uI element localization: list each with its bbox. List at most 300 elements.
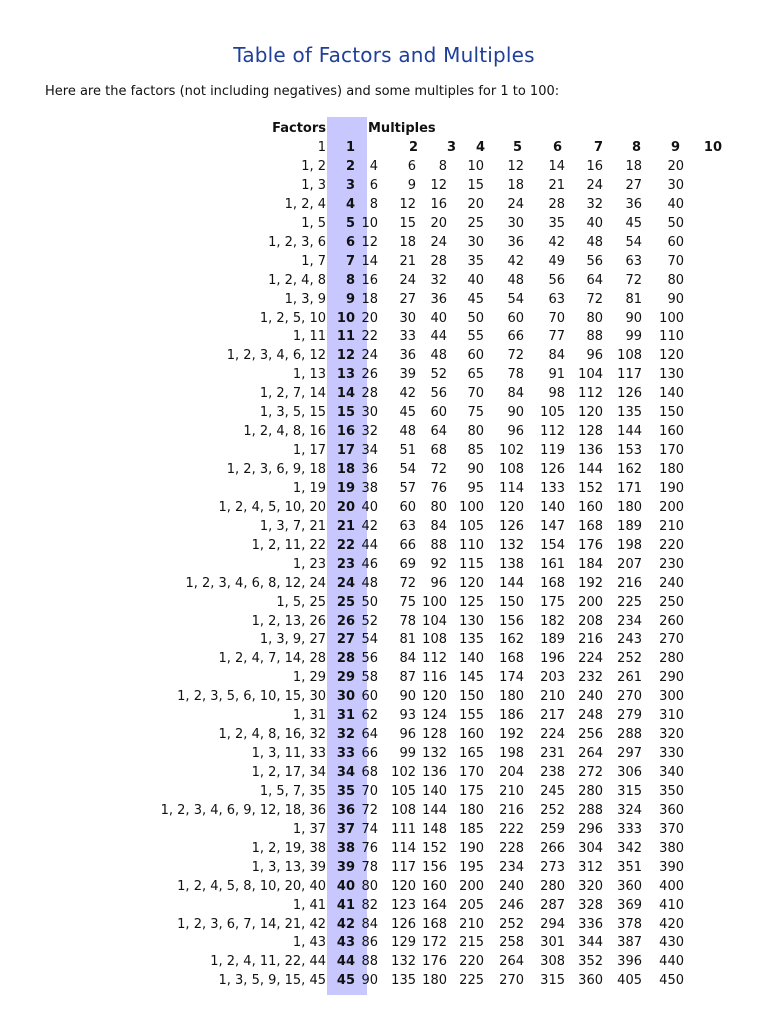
multiple-cell: 170 [459, 765, 484, 780]
number-cell: 28 [336, 651, 355, 667]
multiple-cell: 15 [467, 177, 484, 193]
multiple-cell: 217 [540, 708, 565, 724]
number-cell: 13 [336, 367, 355, 383]
multiple-cell: 360 [578, 973, 603, 989]
multiple-cell: 54 [361, 632, 378, 648]
multiple-cell: 48 [430, 348, 447, 364]
multiple-cell: 110 [659, 329, 684, 345]
multiple-cell: 306 [617, 765, 642, 780]
multiple-cell: 198 [499, 746, 524, 762]
table-row [0, 424, 768, 443]
multiple-cell: 40 [467, 272, 484, 288]
multiple-cell: 140 [659, 386, 684, 402]
multiple-cell: 400 [659, 878, 684, 894]
factors-header: Factors [272, 121, 326, 136]
multiple-cell: 186 [499, 708, 524, 724]
factors-cell: 1, 5, 25 [276, 594, 326, 610]
factors-cell: 1, 2, 4 [284, 196, 326, 212]
multiple-cell: 225 [617, 594, 642, 610]
multiple-cell: 65 [467, 367, 484, 383]
table-row [0, 557, 768, 576]
multiple-cell: 56 [586, 253, 603, 269]
number-cell: 9 [345, 291, 355, 307]
multiple-cell: 216 [499, 802, 524, 818]
multiple-cell: 84 [361, 916, 378, 932]
multiple-cell: 70 [361, 783, 378, 799]
multiple-cell: 10 [467, 159, 484, 174]
factors-cell: 1, 2, 4, 7, 14, 28 [218, 651, 326, 667]
multiple-cell: 30 [467, 234, 484, 250]
multiple-cell: 45 [399, 405, 416, 421]
factors-cell: 1, 19 [292, 480, 326, 496]
multiple-cell: 72 [361, 802, 378, 818]
multiple-cell: 60 [467, 348, 484, 364]
intro-text: Here are the factors (not including negatives) and some multiples for 1 to 100: [45, 84, 560, 99]
multiple-cell: 54 [507, 291, 524, 307]
multiple-cell: 91 [548, 367, 565, 383]
multiple-cell: 370 [659, 821, 684, 837]
multiple-cell: 100 [459, 499, 484, 515]
table-row [0, 822, 768, 841]
multiple-cell: 147 [540, 518, 565, 534]
multiple-cell: 155 [459, 708, 484, 724]
multiple-cell: 138 [499, 556, 524, 572]
multiple-cell: 140 [459, 651, 484, 667]
number-cell: 43 [336, 935, 355, 951]
multiple-cell: 175 [540, 594, 565, 610]
multiple-cell: 82 [361, 897, 378, 913]
multiple-cell: 144 [578, 462, 603, 477]
multiple-cell: 304 [578, 840, 603, 856]
multiple-cell: 126 [540, 462, 565, 477]
multiple-cell: 99 [625, 329, 642, 345]
multiple-cell: 405 [617, 973, 642, 989]
multiple-cell: 87 [399, 670, 416, 686]
multiple-cell: 240 [499, 878, 524, 894]
multiple-cell: 40 [667, 196, 684, 212]
multiple-cell: 30 [361, 405, 378, 421]
multiple-cell: 62 [361, 708, 378, 724]
multiple-cell: 294 [540, 916, 565, 932]
multiple-cell: 120 [499, 499, 524, 515]
multiple-cell: 108 [422, 632, 447, 648]
number-cell: 34 [336, 765, 355, 780]
multiple-cell: 144 [422, 802, 447, 818]
number-cell: 32 [336, 727, 355, 743]
table-row [0, 784, 768, 803]
multiple-cell: 75 [399, 594, 416, 610]
table-row [0, 216, 768, 235]
multiple-cell: 135 [459, 632, 484, 648]
factors-cell: 1, 2, 3, 4, 6, 8, 12, 24 [185, 575, 326, 591]
factors-cell: 1, 2, 7, 14 [259, 386, 326, 402]
multiple-cell: 280 [659, 651, 684, 667]
multiple-cell: 95 [467, 480, 484, 496]
multiple-cell: 4 [369, 159, 378, 174]
multiple-cell: 192 [499, 727, 524, 743]
multiple-cell: 14 [361, 253, 378, 269]
multiple-cell: 8 [369, 196, 378, 212]
multiple-cell: 63 [399, 518, 416, 534]
multiple-cell: 245 [540, 783, 565, 799]
multiple-cell: 36 [507, 234, 524, 250]
multiple-cell: 144 [499, 575, 524, 591]
multiple-cell: 105 [540, 405, 565, 421]
multiple-cell: 90 [667, 291, 684, 307]
multiple-cell: 16 [430, 196, 447, 212]
multiple-cell: 168 [422, 916, 447, 932]
multiplier-header: 10 [703, 140, 722, 155]
multiple-cell: 176 [422, 954, 447, 970]
multiple-cell: 63 [625, 253, 642, 269]
multiple-cell: 72 [399, 575, 416, 591]
multiple-cell: 175 [459, 783, 484, 799]
multiple-cell: 75 [467, 405, 484, 421]
multiple-cell: 258 [499, 935, 524, 951]
multiple-cell: 24 [507, 196, 524, 212]
multiple-cell: 21 [399, 253, 416, 269]
multiple-cell: 66 [361, 746, 378, 762]
multiple-cell: 90 [361, 973, 378, 989]
multiple-cell: 78 [507, 367, 524, 383]
multiple-cell: 160 [459, 727, 484, 743]
number-cell: 40 [336, 878, 355, 894]
multiple-cell: 39 [399, 367, 416, 383]
multiple-cell: 150 [659, 405, 684, 421]
multiple-cell: 50 [361, 594, 378, 610]
multiple-cell: 72 [507, 348, 524, 364]
multiple-cell: 72 [625, 272, 642, 288]
factors-cell: 1, 3, 13, 39 [251, 859, 326, 875]
number-cell: 6 [345, 234, 355, 250]
multiple-cell: 20 [467, 196, 484, 212]
multiple-cell: 240 [659, 575, 684, 591]
multiple-cell: 49 [548, 253, 565, 269]
multiple-cell: 315 [617, 783, 642, 799]
factors-cell: 1, 3, 5, 9, 15, 45 [218, 973, 326, 989]
multiple-cell: 90 [399, 689, 416, 705]
multiple-cell: 14 [548, 159, 565, 174]
multiple-cell: 85 [467, 443, 484, 459]
multiple-cell: 261 [617, 670, 642, 686]
multiple-cell: 22 [361, 329, 378, 345]
table-row [0, 632, 768, 651]
table-row [0, 803, 768, 822]
multiple-cell: 52 [430, 367, 447, 383]
multiple-cell: 300 [659, 689, 684, 705]
multiple-cell: 135 [391, 973, 416, 989]
multiple-cell: 168 [578, 518, 603, 534]
multiple-cell: 150 [459, 689, 484, 705]
multiple-cell: 28 [430, 253, 447, 269]
table-row [0, 311, 768, 330]
multiple-cell: 28 [361, 386, 378, 402]
number-cell: 31 [336, 708, 355, 724]
multiple-cell: 156 [422, 859, 447, 875]
multiple-cell: 420 [659, 916, 684, 932]
multiple-cell: 153 [617, 443, 642, 459]
multiple-cell: 135 [617, 405, 642, 421]
multiple-cell: 96 [586, 348, 603, 364]
multiple-cell: 90 [467, 462, 484, 477]
multiplier-header: 8 [631, 140, 641, 155]
multiple-cell: 20 [361, 310, 378, 326]
multiple-cell: 12 [430, 177, 447, 193]
multiple-cell: 378 [617, 916, 642, 932]
factors-cell: 1, 2, 4, 11, 22, 44 [210, 954, 326, 970]
multiple-cell: 224 [540, 727, 565, 743]
multiple-cell: 297 [617, 746, 642, 762]
multiple-cell: 256 [578, 727, 603, 743]
multiple-cell: 108 [391, 802, 416, 818]
factors-cell: 1, 5, 7, 35 [259, 783, 326, 799]
number-cell: 18 [336, 462, 355, 477]
multiple-cell: 330 [659, 746, 684, 762]
table-row [0, 595, 768, 614]
multiple-cell: 390 [659, 859, 684, 875]
multiple-cell: 152 [422, 840, 447, 856]
table-row [0, 841, 768, 860]
multiple-cell: 44 [430, 329, 447, 345]
multiple-cell: 120 [422, 689, 447, 705]
multiple-cell: 80 [467, 424, 484, 440]
multiple-cell: 56 [430, 386, 447, 402]
multiple-cell: 315 [540, 973, 565, 989]
multiple-cell: 234 [617, 613, 642, 629]
multiple-cell: 252 [617, 651, 642, 667]
multiple-cell: 111 [391, 821, 416, 837]
table-row [0, 235, 768, 254]
table-row [0, 538, 768, 557]
multiple-cell: 81 [625, 291, 642, 307]
multiple-cell: 52 [361, 613, 378, 629]
multiple-cell: 96 [507, 424, 524, 440]
multiple-cell: 120 [459, 575, 484, 591]
multiple-cell: 126 [617, 386, 642, 402]
multiple-cell: 124 [422, 708, 447, 724]
multiple-cell: 9 [407, 177, 416, 193]
number-cell: 23 [336, 556, 355, 572]
multiple-cell: 126 [499, 518, 524, 534]
multiple-cell: 189 [617, 518, 642, 534]
table-row [0, 765, 768, 784]
number-cell: 12 [336, 348, 355, 364]
multiple-cell: 320 [659, 727, 684, 743]
multiple-cell: 130 [459, 613, 484, 629]
multiple-cell: 190 [659, 480, 684, 496]
multiple-cell: 48 [586, 234, 603, 250]
multiple-cell: 77 [548, 329, 565, 345]
multiple-cell: 44 [361, 537, 378, 553]
multiple-cell: 220 [659, 537, 684, 553]
multiple-cell: 136 [422, 765, 447, 780]
factors-cell: 1, 2, 4, 8 [268, 272, 326, 288]
multiple-cell: 360 [659, 802, 684, 818]
multiple-cell: 92 [430, 556, 447, 572]
multiple-cell: 396 [617, 954, 642, 970]
number-cell: 17 [336, 443, 355, 459]
multiple-cell: 259 [540, 821, 565, 837]
multiple-cell: 174 [499, 670, 524, 686]
multiple-cell: 296 [578, 821, 603, 837]
factors-cell: 1, 3, 5, 15 [259, 405, 326, 421]
multiple-cell: 104 [422, 613, 447, 629]
table-row [0, 954, 768, 973]
multiple-cell: 410 [659, 897, 684, 913]
multiple-cell: 198 [617, 537, 642, 553]
table-row [0, 708, 768, 727]
number-cell: 27 [336, 632, 355, 648]
factors-cell: 1, 2, 11, 22 [251, 537, 326, 553]
multiple-cell: 72 [586, 291, 603, 307]
multiple-cell: 18 [399, 234, 416, 250]
multiple-cell: 264 [578, 746, 603, 762]
multiple-cell: 287 [540, 897, 565, 913]
multiple-cell: 248 [578, 708, 603, 724]
multiple-cell: 48 [361, 575, 378, 591]
multiple-cell: 57 [399, 480, 416, 496]
factors-cell: 1, 2, 4, 5, 8, 10, 20, 40 [177, 878, 326, 894]
number-cell: 24 [336, 575, 355, 591]
multiple-cell: 180 [459, 802, 484, 818]
multiple-cell: 24 [361, 348, 378, 364]
multiple-cell: 68 [430, 443, 447, 459]
multiple-cell: 36 [625, 196, 642, 212]
multiple-cell: 104 [578, 367, 603, 383]
multiple-cell: 230 [659, 556, 684, 572]
table-row [0, 405, 768, 424]
multiple-cell: 112 [578, 386, 603, 402]
number-cell: 19 [336, 480, 355, 496]
multiple-cell: 8 [438, 159, 447, 174]
table-row [0, 860, 768, 879]
multiple-cell: 18 [507, 177, 524, 193]
multiple-cell: 164 [422, 897, 447, 913]
multiple-cell: 30 [399, 310, 416, 326]
multiple-cell: 54 [399, 462, 416, 477]
multiple-cell: 115 [459, 556, 484, 572]
multiple-cell: 171 [617, 480, 642, 496]
multiple-cell: 16 [586, 159, 603, 174]
multiple-cell: 207 [617, 556, 642, 572]
multiple-cell: 70 [667, 253, 684, 269]
multiple-cell: 450 [659, 973, 684, 989]
multiple-cell: 220 [459, 954, 484, 970]
multiple-cell: 100 [422, 594, 447, 610]
factors-cell: 1, 3 [301, 177, 326, 193]
multiple-cell: 156 [499, 613, 524, 629]
multiple-cell: 24 [430, 234, 447, 250]
multiple-cell: 160 [422, 878, 447, 894]
factors-cell: 1, 41 [292, 897, 326, 913]
number-cell: 16 [336, 424, 355, 440]
multiple-cell: 145 [459, 670, 484, 686]
number-cell: 41 [336, 897, 355, 913]
multiple-cell: 30 [667, 177, 684, 193]
number-cell: 21 [336, 518, 355, 534]
multiple-cell: 196 [540, 651, 565, 667]
table-row [0, 197, 768, 216]
multiple-cell: 380 [659, 840, 684, 856]
multiple-cell: 352 [578, 954, 603, 970]
multiple-cell: 32 [586, 196, 603, 212]
multiple-cell: 80 [586, 310, 603, 326]
multiple-cell: 266 [540, 840, 565, 856]
multiple-cell: 185 [459, 821, 484, 837]
table-row [0, 159, 768, 178]
multiple-cell: 165 [459, 746, 484, 762]
multiple-cell: 205 [459, 897, 484, 913]
multiple-cell: 162 [499, 632, 524, 648]
multiple-cell: 210 [659, 518, 684, 534]
multiple-cell: 58 [361, 670, 378, 686]
multiple-cell: 232 [578, 670, 603, 686]
multiple-cell: 324 [617, 802, 642, 818]
factors-cell: 1, 17 [292, 443, 326, 459]
multiple-cell: 148 [422, 821, 447, 837]
multiple-cell: 140 [540, 499, 565, 515]
multiple-cell: 243 [617, 632, 642, 648]
multiplier-header: 3 [446, 140, 456, 155]
multiple-cell: 20 [667, 159, 684, 174]
table-row [0, 746, 768, 765]
multiple-cell: 35 [467, 253, 484, 269]
table-row [0, 273, 768, 292]
multiple-cell: 231 [540, 746, 565, 762]
factors-cell: 1, 2, 3, 6 [268, 234, 326, 250]
multiple-cell: 168 [540, 575, 565, 591]
multiple-cell: 204 [499, 765, 524, 780]
number-cell: 44 [336, 954, 355, 970]
multiplier-header: 7 [593, 140, 603, 155]
multiple-cell: 112 [540, 424, 565, 440]
factors-cell: 1, 3, 7, 21 [259, 518, 326, 534]
first-row-factor: 1 [317, 140, 326, 155]
factors-cell: 1, 2, 13, 26 [251, 613, 326, 629]
multiple-cell: 301 [540, 935, 565, 951]
factors-cell: 1, 3, 11, 33 [251, 746, 326, 762]
multiple-cell: 208 [578, 613, 603, 629]
multiple-cell: 170 [659, 443, 684, 459]
multiple-cell: 32 [430, 272, 447, 288]
multiplier-header: 5 [512, 140, 522, 155]
table-row [0, 481, 768, 500]
multiple-cell: 110 [459, 537, 484, 553]
factors-cell: 1, 2, 4, 5, 10, 20 [218, 499, 326, 515]
table-row [0, 329, 768, 348]
multiple-cell: 270 [499, 973, 524, 989]
table-row [0, 500, 768, 519]
multiple-cell: 70 [548, 310, 565, 326]
multiple-cell: 20 [430, 215, 447, 231]
multiple-cell: 12 [361, 234, 378, 250]
multiple-cell: 70 [467, 386, 484, 402]
factors-cell: 1, 2, 3, 6, 7, 14, 21, 42 [177, 916, 326, 932]
multiple-cell: 350 [659, 783, 684, 799]
multiple-cell: 132 [422, 746, 447, 762]
number-cell: 38 [336, 840, 355, 856]
multiplier-header: 4 [475, 140, 485, 155]
multiple-cell: 45 [625, 215, 642, 231]
multiple-cell: 40 [430, 310, 447, 326]
multiple-cell: 162 [617, 462, 642, 477]
multiple-cell: 128 [578, 424, 603, 440]
multiple-cell: 26 [361, 367, 378, 383]
factors-cell: 1, 43 [292, 935, 326, 951]
factors-table [0, 159, 768, 992]
multiple-cell: 340 [659, 765, 684, 780]
multiple-cell: 210 [499, 783, 524, 799]
